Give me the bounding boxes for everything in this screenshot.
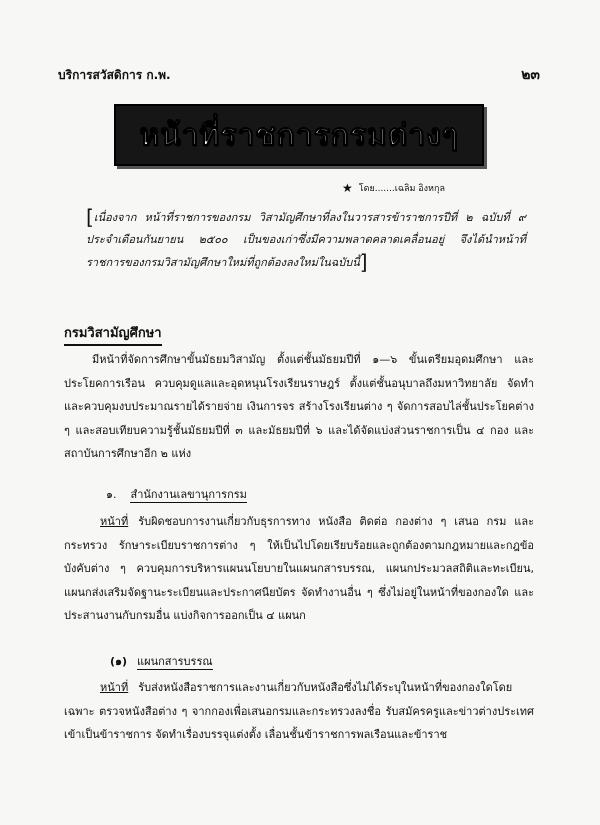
star-icon: ★ bbox=[342, 181, 353, 195]
subsection-1-title: สำนักงานเลขานุการกรม bbox=[130, 488, 247, 501]
subsection-2-paragraph bbox=[64, 676, 534, 747]
open-bracket: [ bbox=[86, 205, 94, 229]
section-heading: กรมวิสามัญศึกษา bbox=[64, 322, 162, 346]
byline bbox=[342, 181, 445, 195]
subsection-1-number: ๑. bbox=[106, 488, 117, 501]
subsection-1-paragraph bbox=[64, 510, 534, 628]
close-bracket: ] bbox=[359, 250, 368, 274]
intro-text: เนื่องจาก หน้าที่ราชการของกรม วิสามัญศึกษาที่ลงในวารสารข้าราชการปีที่ ๒ ฉบับที่ ๙ ประจำเดือนกันยายน ๒๕๐๐ เป็นของเก่าซึ่งมีความพลาดคลาดเคลื่อนอยู่ จึงได้นำหน้าที่ราชการของกรมวิสามัญศึกษาใหม่ที่ถูกต้องลงใหม่ในฉบับนี้ bbox=[86, 211, 526, 269]
subsection-2-heading bbox=[110, 652, 213, 670]
subsection-1-text: รับผิดชอบการงานเกี่ยวกับธุรการทาง หนังสือ ติดต่อ กองต่าง ๆ เสนอ กรม และกระทรวง รักษาระเบียบราชการต่าง ๆ ให้เป็นไปโดยเรียบร้อยและถูกต้องตามกฎหมายและกฎข้อบังคับต่าง ๆ ควบคุมการบริหารแผนนโยบายในแผนกสารบรรณ, แผนกประมวลสถิติและทะเบียน, แผนกส่งเสริมจัดฐานะระเบียนและประกาศนียบัตร จัดทำงานอื่น ๆ ซึ่งไม่อยู่ในหน้าที่ของกองใด และประสานงานกับกรมอื่น แบ่งกิจการออกเป็น ๔ แผนก bbox=[64, 515, 534, 622]
subsection-2-number: (๑) bbox=[110, 655, 128, 668]
page-title: หน้าที่ราชการกรมต่างๆ bbox=[139, 117, 459, 153]
running-header: บริการสวัสดิการ ก.พ. bbox=[58, 68, 171, 82]
page-number: ๒๓ bbox=[521, 67, 540, 83]
intro-note bbox=[86, 206, 526, 274]
subsection-1-lead: หน้าที่ bbox=[100, 515, 129, 528]
title-banner bbox=[114, 104, 484, 166]
subsection-2-lead: หน้าที่ bbox=[100, 681, 129, 694]
subsection-2-text: รับส่งหนังสือราชการและงานเกี่ยวกับหนังสือซึ่งไม่ได้ระบุในหน้าที่ของกองใดโดยเฉพาะ ตรวจหนังสือต่าง ๆ จากกองเพื่อเสนอกรมและกระทรวงลงชื่อ รับสมัครครูและข่าวต่างประเทศเข้าเป็นข้าราชการ จัดทำเรื่องบรรจุแต่งตั้ง เลื่อนชั้นข้าราชการพลเรือนและข้าราช bbox=[64, 681, 534, 741]
subsection-1-heading bbox=[106, 485, 247, 503]
subsection-2-title: แผนกสารบรรณ bbox=[137, 655, 213, 668]
byline-author: โดย.......เฉลิม อิงหกุล bbox=[358, 184, 445, 194]
section-paragraph: มีหน้าที่จัดการศึกษาขั้นมัธยมวิสามัญ ตั้งแต่ชั้นมัธยมปีที่ ๑—๖ ขั้นเตรียมอุดมศึกษา และประโยคการเรือน ควบคุมดูแลและอุดหนุนโรงเรียนราษฎร์ ตั้งแต่ชั้นอนุบาลถึงมหาวิทยาลัย จัดทำและควบคุมงบประมาณรายได้รายจ่าย เงินการจร สร้างโรงเรียนต่าง ๆ จัดการสอบไล่ชั้นประโยคต่าง ๆ และสอบเทียบความรู้ชั้นมัธยมปีที่ ๓ และมัธยมปีที่ ๖ และได้จัดแบ่งส่วนราชการเป็น ๔ กอง และสถาบันการศึกษาอีก ๒ แห่ง bbox=[64, 353, 534, 460]
